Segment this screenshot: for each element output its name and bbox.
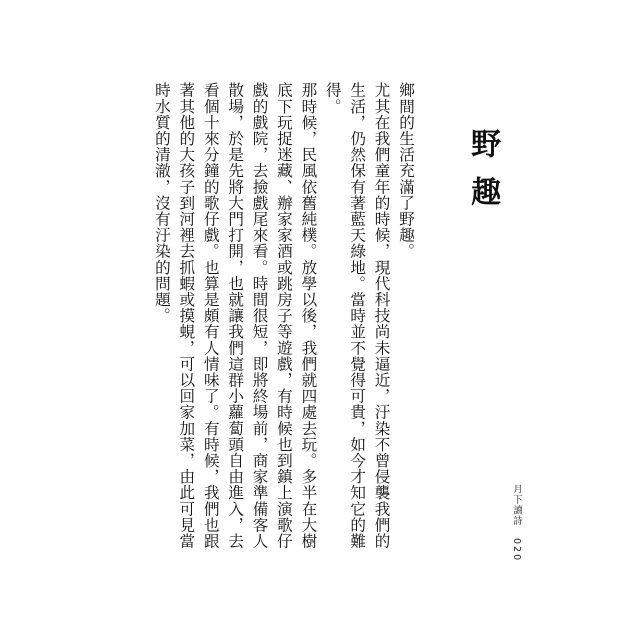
running-footer xyxy=(508,484,524,562)
paragraph-2: 尤其在我們童年的時候，現代科技尚未逼近，汙染不曾侵襲我們的生活，仍然保有著藍天綠地。當時並不覺得可貴，如今才知它的難得。 xyxy=(323,82,391,549)
paragraph-1: 鄉間的生活充滿了野趣。 xyxy=(397,82,415,260)
book-title: 月下讀詩 xyxy=(511,484,522,526)
chapter-title: 野趣 xyxy=(465,128,501,224)
body-text xyxy=(150,82,418,562)
paragraph-3: 那時候，民風依舊純樸。放學以後，我們就四處去玩。多半在大樹底下玩捉迷藏、辦家家酒或跳房子等遊戲，有時候也到鎮上演歌仔戲的戲院，去撿戲尾來看。時間很短，即將終場前，商家準備客人散場，於是先將大門打開，也就讓我們這群小蘿蔔頭自由進入，去看個十來分鐘的歌仔戲。也算是頗有人情味了。有時候，我們也跟著其他的大孩子到河裡去抓蝦或摸蜆，可以回家加菜，由此可見當時水質的清澈，沒有汙染的問題。 xyxy=(152,82,318,549)
page-number: 020 xyxy=(511,538,522,563)
